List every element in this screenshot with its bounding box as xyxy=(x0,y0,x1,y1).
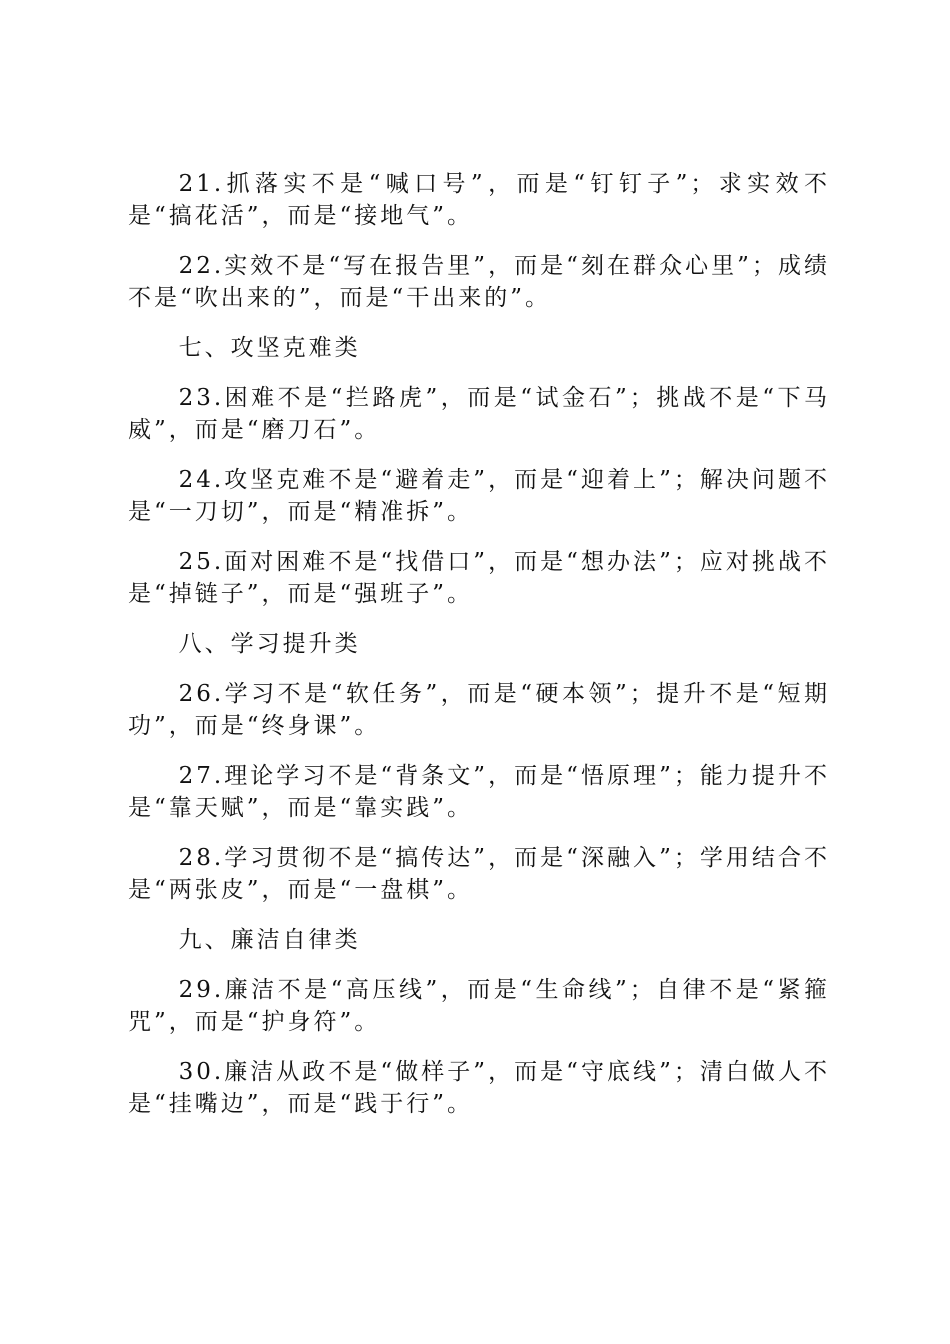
paragraph-25: 25.面对困难不是“找借口”，而是“想办法”；应对挑战不是“掉链子”，而是“强班子”。 xyxy=(128,549,830,607)
paragraph-29: 29.廉洁不是“高压线”，而是“生命线”；自律不是“紧箍咒”，而是“护身符”。 xyxy=(128,977,830,1035)
paragraph-21: 21.抓落实不是“喊口号”，而是“钉钉子”；求实效不是“搞花活”，而是“接地气”。 xyxy=(128,171,830,229)
paragraph-23: 23.困难不是“拦路虎”，而是“试金石”；挑战不是“下马威”，而是“磨刀石”。 xyxy=(128,385,830,443)
paragraph-26: 26.学习不是“软任务”，而是“硬本领”；提升不是“短期功”，而是“终身课”。 xyxy=(128,681,830,739)
paragraph-24: 24.攻坚克难不是“避着走”，而是“迎着上”；解决问题不是“一刀切”，而是“精准拆”。 xyxy=(128,467,830,525)
paragraph-22: 22.实效不是“写在报告里”，而是“刻在群众心里”；成绩不是“吹出来的”，而是“干出来的”。 xyxy=(128,253,830,311)
paragraph-30: 30.廉洁从政不是“做样子”，而是“守底线”；清白做人不是“挂嘴边”，而是“践于行”。 xyxy=(128,1059,830,1117)
document-page xyxy=(128,168,830,1138)
paragraph-27: 27.理论学习不是“背条文”，而是“悟原理”；能力提升不是“靠天赋”，而是“靠实践”。 xyxy=(128,763,830,821)
section-heading-9: 九、廉洁自律类 xyxy=(178,927,361,953)
section-heading-8: 八、学习提升类 xyxy=(178,631,361,657)
paragraph-28: 28.学习贯彻不是“搞传达”，而是“深融入”；学用结合不是“两张皮”，而是“一盘棋”。 xyxy=(128,845,830,903)
section-heading-7: 七、攻坚克难类 xyxy=(178,335,361,361)
